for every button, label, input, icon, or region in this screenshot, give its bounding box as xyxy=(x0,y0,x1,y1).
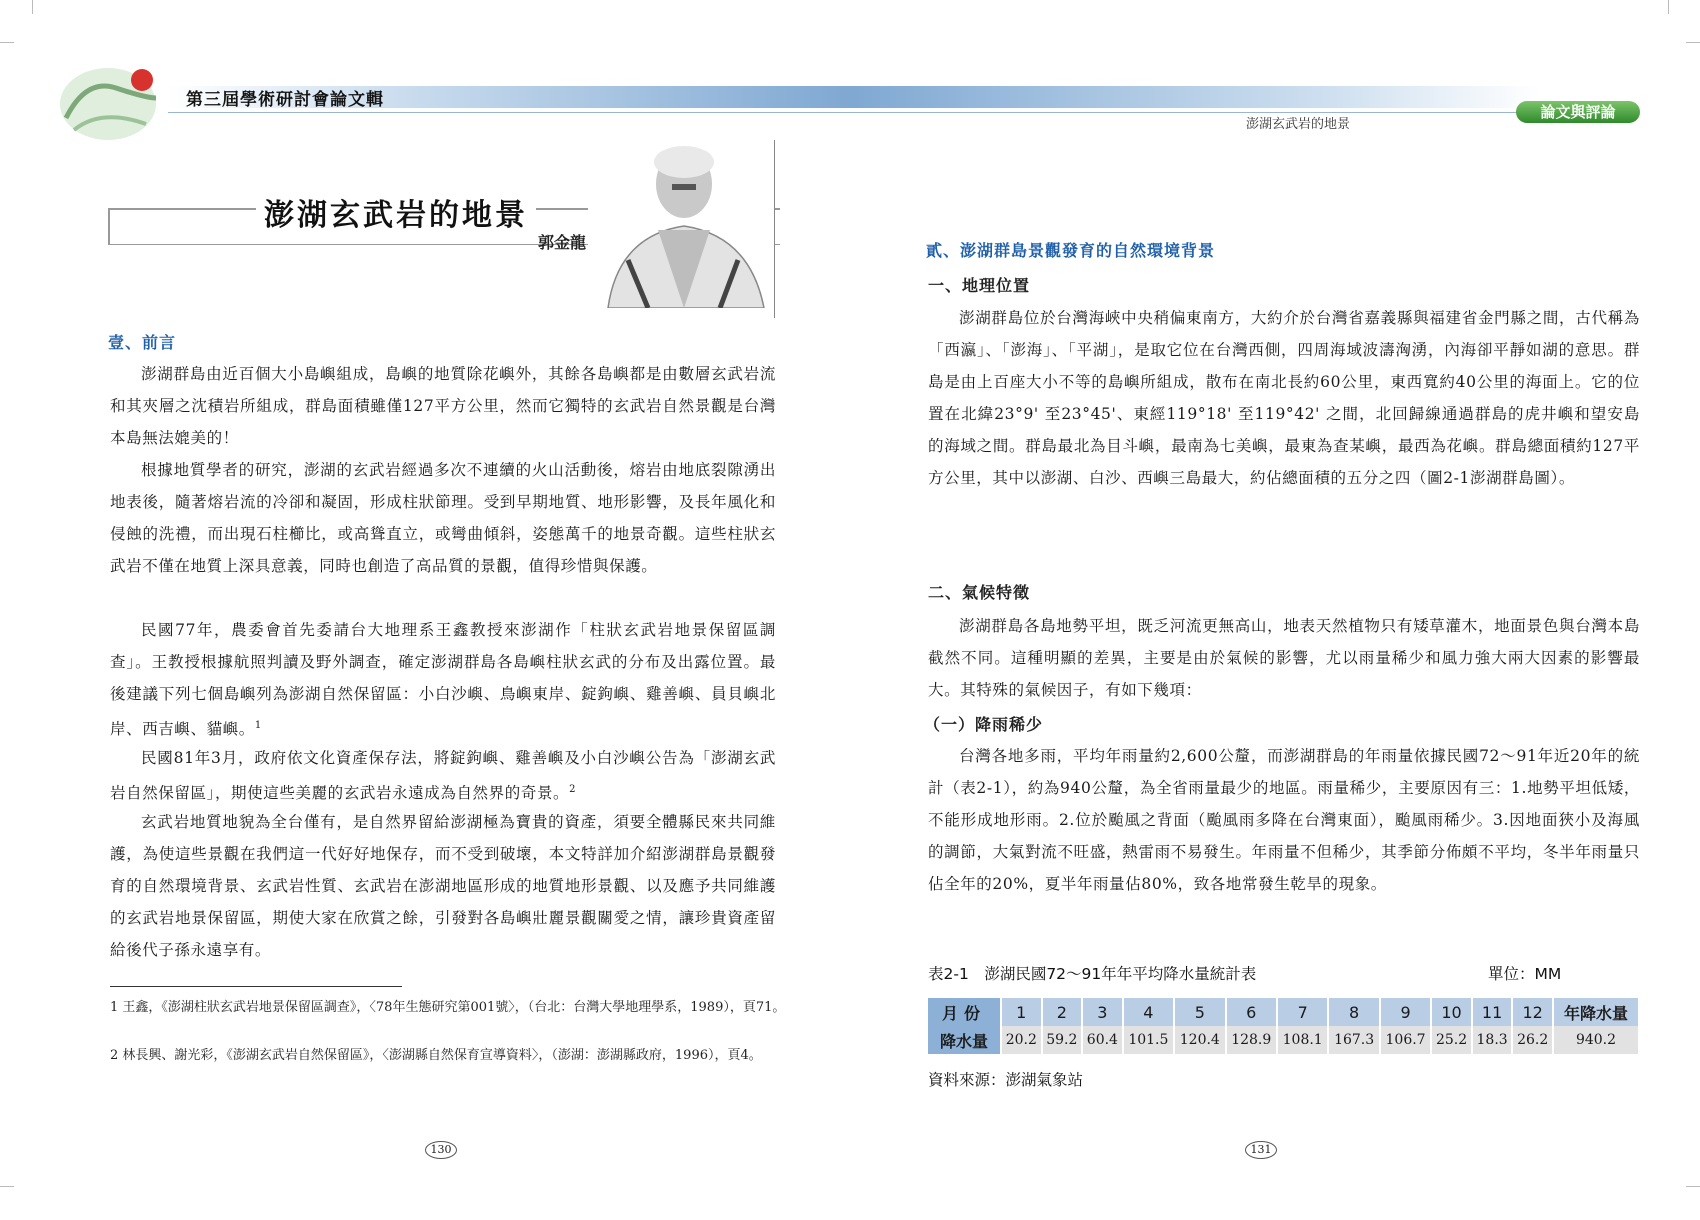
month-header: 3 xyxy=(1082,998,1123,1026)
paragraph: 玄武岩地質地貌為全台僅有，是自然界留給澎湖極為寶貴的資產，須要全體縣民來共同維護，為使這些景觀在我們這一代好好地保存，而不受到破壞，本文特詳加介紹澎湖群島景觀發育的自然環境背景、玄武岩性質、玄武岩在澎湖地區形成的地質地形景觀、以及應予共同維護的玄武岩地景保留區，期使大家在欣賞之餘，引發對各島嶼壯麗景觀關愛之情，讓珍貴資產留給後代子孫永遠享有。 xyxy=(110,813,776,959)
header-rule xyxy=(850,112,1540,113)
table-caption xyxy=(928,962,1648,984)
table-header-row xyxy=(928,998,1639,1026)
author-name: 郭金龍 xyxy=(538,233,587,252)
table-unit: 單位：MM xyxy=(1488,965,1562,983)
series-title: 第三屆學術研討會論文輯 xyxy=(186,90,384,110)
paragraph: 台灣各地多雨，平均年雨量約2,600公釐，而澎湖群島的年雨量依據民國72～91年近20年的統計（表2-1），約為940公釐，為全省雨量最少的地區。雨量稀少，主要原因有三：1.地勢平坦低矮，不能形成地形雨。2.位於颱風之背面（颱風雨多降在台灣東面），颱風雨稀少。3.因地面狹小及海風的調節，大氣對流不旺盛，熱雷雨不易發生。年雨量不但稀少，其季節分佈頗不平均，冬半年雨量只佔全年的20%，夏半年雨量佔80%，致各地常發生乾旱的現象。 xyxy=(928,747,1640,893)
section-heading-intro: 壹、前言 xyxy=(108,333,177,352)
month-header: 1 xyxy=(1001,998,1042,1026)
paragraph: 澎湖群島位於台灣海峽中央稍偏東南方，大約介於台灣省嘉義縣與福建省金門縣之間，古代稱為「西瀛」、「澎海」、「平湖」，是取它位在台灣西側，四周海域波濤洶湧，內海卻平靜如湖的意思。群島是由上百座大小不等的島嶼所組成，散布在南北長約60公里，東西寬約40公里的海面上。它的位置在北緯23°9' 至23°45'、東經119°18' 至119°42' 之間，北回歸線通過群島的虎井嶼和望安島的海域之間。群島最北為目斗嶼，最南為七美嶼，最東為查某嶼，最西為花嶼。群島總面積約127平方公里，其中以澎湖、白沙、西嶼三島最大，約佔總面積的五分之四（圖2-1澎湖群島圖）。 xyxy=(928,309,1640,487)
author-photo xyxy=(588,140,774,308)
table-cell: 59.2 xyxy=(1042,1026,1083,1054)
footnote-ref[interactable]: 1 xyxy=(254,720,262,731)
paragraph: 民國77年，農委會首先委請台大地理系王鑫教授來澎湖作「柱狀玄武岩地景保留區調查」。王教授根據航照判讀及野外調查，確定澎湖群島各島嶼柱狀玄武的分布及出露位置。最後建議下列七個島嶼列為澎湖自然保留區：小白沙嶼、鳥嶼東岸、錠鉤嶼、雞善嶼、員貝嶼北岸、西吉嶼、貓嶼。$^1$ xyxy=(110,621,776,739)
subheading-rainfall: （一）降雨稀少 xyxy=(924,715,1044,734)
page-number: 131 xyxy=(1245,1141,1277,1159)
table-source: 資料來源：澎湖氣象站 xyxy=(928,1071,1084,1089)
paragraph: 澎湖群島各島地勢平坦，既乏河流更無高山，地表天然植物只有矮草灌木，地面景色與台灣本島截然不同。這種明顯的差異，主要是由於氣候的影響，尤以雨量稀少和風力強大兩大因素的影響最大。其特殊的氣候因子，有如下幾項： xyxy=(928,617,1640,699)
table-cell: 20.2 xyxy=(1001,1026,1042,1054)
month-header: 2 xyxy=(1042,998,1083,1026)
table-header-label: 月份 xyxy=(928,998,1001,1026)
total-header: 年降水量 xyxy=(1553,998,1639,1026)
subheading-location: 一、地理位置 xyxy=(928,276,1031,295)
journal-logo-icon xyxy=(56,58,166,144)
table-cell: 60.4 xyxy=(1082,1026,1123,1054)
footnote: 1 王鑫，《澎湖柱狀玄武岩地景保留區調查》，〈78年生態研究第001號〉，（台北：台灣大學地理學系，1989），頁71。 xyxy=(110,1000,786,1015)
running-title: 澎湖玄武岩的地景 xyxy=(1245,117,1350,132)
article-title: 澎湖玄武岩的地景 xyxy=(256,190,536,234)
month-header: 12 xyxy=(1512,998,1553,1026)
section-badge: 論文與評論 xyxy=(1516,101,1640,123)
month-header: 6 xyxy=(1226,998,1277,1026)
month-header: 7 xyxy=(1277,998,1328,1026)
table-cell: 18.3 xyxy=(1472,1026,1513,1054)
paragraph: 民國81年3月，政府依文化資產保存法，將錠鉤嶼、雞善嶼及小白沙嶼公告為「澎湖玄武岩自然保留區」，期使這些美麗的玄武岩永遠成為自然界的奇景。$^2$ xyxy=(110,749,776,803)
table-cell: 106.7 xyxy=(1380,1026,1431,1054)
table-title: 表2-1 澎湖民國72～91年年平均降水量統計表 xyxy=(928,965,1257,983)
paragraph: 澎湖群島由近百個大小島嶼組成，島嶼的地質除花嶼外，其餘各島嶼都是由數層玄武岩流和其夾層之沈積岩所組成，群島面積雖僅127平方公里，然而它獨特的玄武岩自然景觀是台灣本島無法媲美的！ xyxy=(110,365,776,447)
table-row xyxy=(928,1026,1639,1054)
table-cell: 101.5 xyxy=(1123,1026,1174,1054)
table-total-cell: 940.2 xyxy=(1553,1026,1639,1054)
table-row-label: 降水量 xyxy=(928,1026,1001,1054)
table-cell: 120.4 xyxy=(1174,1026,1225,1054)
month-header: 8 xyxy=(1328,998,1379,1026)
rainfall-table xyxy=(928,998,1640,1054)
table-cell: 167.3 xyxy=(1328,1026,1379,1054)
header-band xyxy=(850,86,1540,108)
table-cell: 108.1 xyxy=(1277,1026,1328,1054)
table-cell: 25.2 xyxy=(1431,1026,1472,1054)
footnote-ref[interactable]: 2 xyxy=(569,784,577,795)
footnote-rule xyxy=(110,986,402,987)
month-header: 9 xyxy=(1380,998,1431,1026)
header-rule xyxy=(168,112,850,113)
month-header: 11 xyxy=(1472,998,1513,1026)
month-header: 4 xyxy=(1123,998,1174,1026)
table-cell: 128.9 xyxy=(1226,1026,1277,1054)
month-header: 5 xyxy=(1174,998,1225,1026)
paragraph: 根據地質學者的研究，澎湖的玄武岩經過多次不連續的火山活動後，熔岩由地底裂隙湧出地表後，隨著熔岩流的冷卻和凝固，形成柱狀節理。受到早期地質、地形影響，及長年風化和侵蝕的洗禮，而出現石柱櫛比，或高聳直立，或彎曲傾斜，姿態萬千的地景奇觀。這些柱狀玄武岩不僅在地質上深具意義，同時也創造了高品質的景觀，值得珍惜與保護。 xyxy=(110,461,776,575)
page-number: 130 xyxy=(425,1141,457,1159)
month-header: 10 xyxy=(1431,998,1472,1026)
footnote: 2 林長興、謝光彩，《澎湖玄武岩自然保留區》，〈澎湖縣自然保育宣導資料〉，（澎湖：澎湖縣政府，1996），頁4。 xyxy=(110,1048,762,1063)
subheading-climate: 二、氣候特徵 xyxy=(928,583,1031,602)
right-page xyxy=(850,0,1700,1220)
table-cell: 26.2 xyxy=(1512,1026,1553,1054)
section-heading-environment: 貳、澎湖群島景觀發育的自然環境背景 xyxy=(926,241,1216,260)
photo-rule xyxy=(774,140,775,318)
